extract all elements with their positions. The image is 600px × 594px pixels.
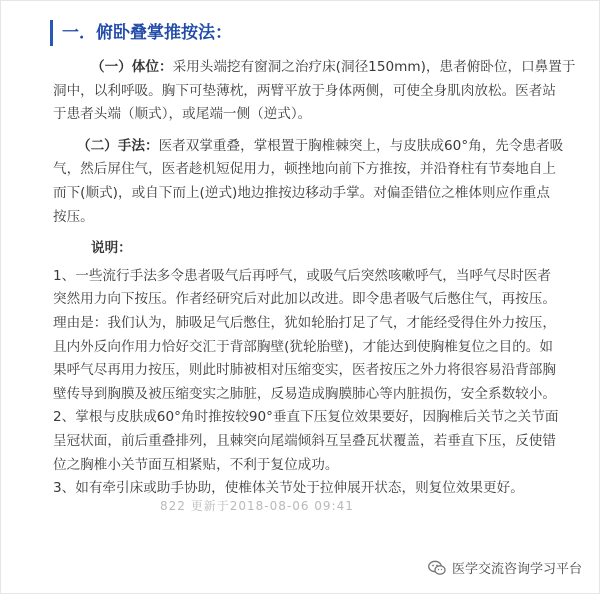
wechat-icon [428,560,446,576]
note-line: 位之胸椎小关节面互相紧贴，不利于复位成功。 [53,456,339,473]
note-line: 且内外反向作用力恰好交汇于背部胸壁(犹轮胎壁)，才能达到使胸椎复位之目的。如 [53,338,553,355]
position-label: （一）体位： [91,59,173,75]
technique-line-4: 按压。 [53,208,94,225]
note-line: 壁传导到胸膜及被压缩变实之肺脏，反易造成胸膜肺心等内脏损伤，安全系数较小。 [53,385,556,402]
note-line: 突然用力向下按压。作者经研究后对此加以改进。即令患者吸气后憋住气，再按压。 [53,291,556,308]
note-line: 1、一些流行手法多令患者吸气后再呼气，或吸气后突然咳嗽呼气，当呼气尽时医者 [53,267,552,284]
note-line: 果呼气尽再用力按压，则此时肺被相对压缩变实，医者按压之外力将很容易沿背部胸 [53,362,556,379]
section-heading: 一．俯卧叠掌推按法： [50,20,232,46]
technique-line-3: 而下(顺式)，或自下而上(逆式)地边推按边移动手掌。对偏歪错位之椎体则应作重点 [53,184,550,201]
technique-line-1: 医者双掌重叠，掌根置于胸椎棘突上，与皮肤成60°角，先令患者吸 [158,137,564,154]
position-line-1: 采用头端挖有窗洞之治疗床(洞径150mm)，患者俯卧位，口鼻置于 [172,59,576,75]
position-line-2: 洞中，以利呼吸。胸下可垫薄枕，两臂平放于身体两侧，可使全身肌肉放松。医者站 [53,82,556,99]
update-timestamp-watermark: 822 更新于2018-08-06 09:41 [160,499,354,513]
notes-heading: 说明： [91,240,132,257]
technique-paragraph [53,135,585,159]
wechat-account-brand [428,558,582,577]
position-line-3: 于患者头端（顺式），或尾端一侧（逆式）。 [53,106,312,123]
technique-line-2: 气，然后屏住气，医者趁机短促用力，顿挫地向前下方推按，并沿脊柱有节奏地自上 [53,161,556,178]
note-line: 2、掌根与皮肤成60°角时推按较90°垂直下压复位效果要好，因胸椎后关节之关节面 [53,409,559,426]
note-line: 理由是：我们认为，肺吸足气后憋住，犹如轮胎打足了气，才能经受得住外力按压， [53,314,556,331]
note-line: 呈冠状面，前后重叠排列，且棘突向尾端倾斜互呈叠瓦状覆盖，若垂直下压，反使错 [53,432,556,449]
position-paragraph [53,56,585,80]
note-line: 3、如有牵引床或助手协助，使椎体关节处于拉伸展开状态，则复位效果更好。 [53,480,524,497]
article-body [53,56,585,501]
technique-label: （二）手法： [77,137,159,154]
brand-name: 医学交流咨询学习平台 [451,562,582,577]
